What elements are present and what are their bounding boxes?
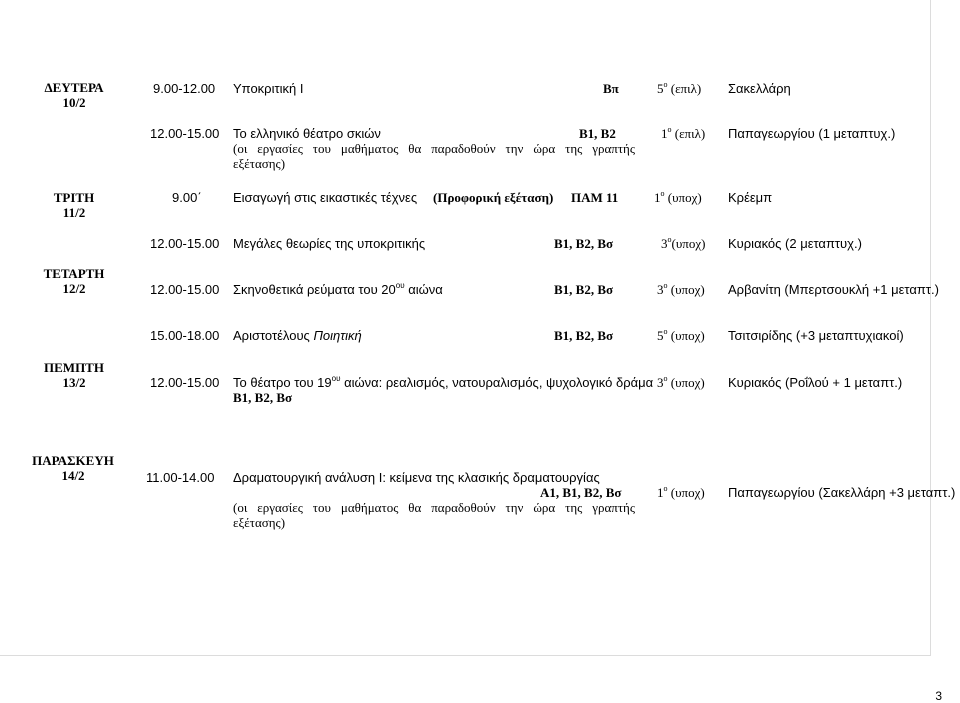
examiner: Σακελλάρη (728, 81, 791, 96)
course-text-tail: αιώνα: ρεαλισμός, νατουραλισμός, ψυχολογικό δράμα (344, 375, 654, 390)
day-monday (30, 80, 118, 110)
semester-type: (υποχ) (671, 236, 706, 251)
course-groups: ΠΑΜ 11 (571, 190, 619, 205)
course-groups: Βπ (603, 81, 619, 96)
course-exam-type: (Προφορική εξέταση) (433, 190, 554, 205)
semester-ordinal: ο (663, 79, 668, 89)
semester (657, 485, 705, 500)
semester-ordinal: ο (663, 326, 668, 336)
day-date: 13/2 (62, 375, 86, 390)
semester-type: (υποχ) (670, 375, 705, 390)
semester-type: (υποχ) (667, 190, 702, 205)
semester-ordinal: ο (663, 280, 668, 290)
day-name: ΔΕΥΤΕΡΑ (44, 80, 104, 95)
course-note-line: (οι εργασίες του μαθήματος θα παραδοθούν την ώρα της γραπτής (233, 500, 635, 515)
course-title: Μεγάλες θεωρίες της υποκριτικής (233, 236, 426, 251)
course-title: Δραματουργική ανάλυση Ι: κείμενα της κλασικής δραματουργίας (233, 470, 600, 485)
examiner: Παπαγεωργίου (Σακελλάρη +3 μεταπτ.) (728, 485, 956, 500)
course-ordinal: ου (331, 373, 341, 383)
semester (657, 375, 705, 390)
exam-time: 15.00-18.00 (150, 328, 220, 343)
semester-type: (υποχ) (670, 485, 705, 500)
semester-ordinal: ο (660, 188, 665, 198)
examiner: Παπαγεωργίου (1 μεταπτυχ.) (728, 126, 896, 141)
day-date: 10/2 (62, 95, 86, 110)
semester-type: (επιλ) (674, 126, 706, 141)
semester (661, 126, 705, 141)
day-name: ΠΑΡΑΣΚΕΥΗ (32, 453, 114, 468)
semester-number: 1 (661, 126, 668, 141)
day-thursday (30, 360, 118, 390)
day-name: ΤΕΤΑΡΤΗ (43, 266, 105, 281)
semester-number: 1 (657, 485, 664, 500)
examiner: Αρβανίτη (Μπερτσουκλή +1 μεταπτ.) (728, 282, 939, 297)
course-groups: Α1, Β1, Β2, Βσ (540, 485, 622, 500)
examiner: Κυριακός (Ροΐλού + 1 μεταπτ.) (728, 375, 903, 390)
course-text: Το θέατρο του 19 (233, 375, 332, 390)
day-name: ΠΕΜΠΤΗ (44, 360, 104, 375)
course-ordinal: ου (395, 280, 405, 290)
semester-number: 3 (657, 375, 664, 390)
course-title (233, 282, 443, 297)
examiner: Τσιτσιρίδης (+3 μεταπτυχιακοί) (728, 328, 904, 343)
course-text: Σκηνοθετικά ρεύματα του 20 (233, 282, 396, 297)
day-date: 11/2 (62, 205, 86, 220)
semester-type: (υποχ) (670, 282, 705, 297)
day-date: 12/2 (62, 281, 86, 296)
semester-ordinal: ο (663, 373, 668, 383)
course-groups: Β1, Β2, Βσ (554, 328, 614, 343)
semester-type: (υποχ) (670, 328, 705, 343)
semester-number: 5 (657, 328, 664, 343)
exam-time: 9.00-12.00 (153, 81, 216, 96)
course-text-tail: αιώνα (408, 282, 443, 297)
semester (657, 81, 701, 96)
course-title: Το ελληνικό θέατρο σκιών (233, 126, 381, 141)
course-groups: Β1, Β2, Βσ (554, 236, 614, 251)
semester-number: 3 (661, 236, 668, 251)
semester-ordinal: ο (667, 124, 672, 134)
semester (657, 282, 705, 297)
semester-number: 3 (657, 282, 664, 297)
page-number: 3 (935, 689, 942, 703)
exam-time: 12.00-15.00 (150, 236, 220, 251)
course-groups: Β1, Β2, Βσ (233, 390, 293, 405)
course-groups: Β1, Β2, Βσ (554, 282, 614, 297)
course-note-line: εξέτασης) (233, 515, 286, 530)
exam-time (172, 190, 202, 205)
semester-type: (επιλ) (670, 81, 702, 96)
semester-ordinal: ο (667, 234, 672, 244)
exam-time: 12.00-15.00 (150, 375, 220, 390)
course-text: Αριστοτέλους (233, 328, 310, 343)
examiner: Κρέεμπ (728, 190, 773, 205)
examiner: Κυριακός (2 μεταπτυχ.) (728, 236, 862, 251)
course-title: Εισαγωγή στις εικαστικές τέχνες (233, 190, 418, 205)
day-date: 14/2 (61, 468, 85, 483)
course-groups: Β1, Β2 (579, 126, 616, 141)
course-note-line: εξέτασης) (233, 156, 286, 171)
time-value: 9.00 (172, 190, 198, 205)
exam-time: 11.00-14.00 (146, 470, 215, 485)
semester-ordinal: ο (663, 483, 668, 493)
day-tuesday (30, 190, 118, 220)
day-wednesday (30, 266, 118, 296)
course-text-italic: Ποιητική (313, 328, 362, 343)
semester (654, 190, 702, 205)
semester (657, 328, 705, 343)
course-note-line: (οι εργασίες του μαθήματος θα παραδοθούν την ώρα της γραπτής (233, 141, 635, 156)
day-name: ΤΡΙΤΗ (53, 190, 95, 205)
exam-time: 12.00-15.00 (150, 282, 220, 297)
exam-time: 12.00-15.00 (150, 126, 220, 141)
day-friday (24, 453, 122, 483)
course-title (233, 328, 362, 343)
course-title (233, 375, 653, 390)
semester-number: 5 (657, 81, 664, 96)
course-title: Υποκριτική Ι (233, 81, 304, 96)
semester (661, 236, 705, 251)
semester-number: 1 (654, 190, 661, 205)
time-mark: ΄ (197, 190, 202, 205)
